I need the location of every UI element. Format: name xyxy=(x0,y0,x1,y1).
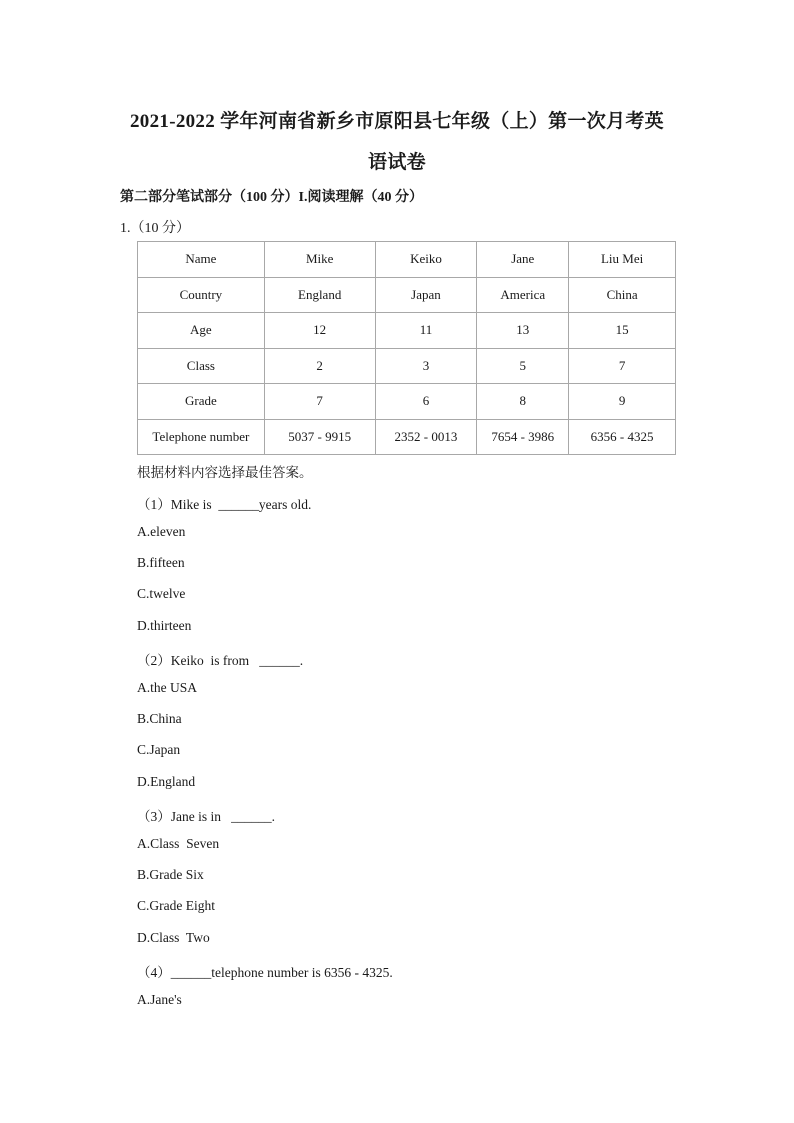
table-row xyxy=(138,419,676,455)
table-cell: 6 xyxy=(375,384,477,420)
table-cell: 7 xyxy=(569,348,676,384)
question-number: 1.（10 分） xyxy=(120,221,190,236)
instruction-text: 根据材料内容选择最佳答案。 xyxy=(137,465,313,480)
question-1-option-b: B.fifteen xyxy=(137,555,185,570)
question-4-stem: （4）______telephone number is 6356 - 4325. xyxy=(137,965,393,980)
table-row xyxy=(138,277,676,313)
table-cell: 6356 - 4325 xyxy=(569,419,676,455)
question-2-stem: （2）Keiko is from ______. xyxy=(137,653,304,668)
document-title-line-1: 2021-2022 学年河南省新乡市原阳县七年级（上）第一次月考英 xyxy=(130,111,664,132)
section-heading: 第二部分笔试部分（100 分）I.阅读理解（40 分） xyxy=(120,190,423,205)
table-cell: 11 xyxy=(375,313,477,349)
question-1-option-d: D.thirteen xyxy=(137,618,192,633)
student-info-table xyxy=(137,241,676,455)
question-3-option-c: C.Grade Eight xyxy=(137,898,215,913)
table-cell: 2352 - 0013 xyxy=(375,419,477,455)
question-3-option-d: D.Class Two xyxy=(137,930,210,945)
table-cell: Country xyxy=(138,277,265,313)
table-row xyxy=(138,242,676,278)
question-3-option-b: B.Grade Six xyxy=(137,867,204,882)
question-2-option-a: A.the USA xyxy=(137,680,197,695)
question-1-option-a: A.eleven xyxy=(137,524,186,539)
table-cell: Grade xyxy=(138,384,265,420)
table-cell: 5 xyxy=(477,348,569,384)
table-cell: China xyxy=(569,277,676,313)
table-cell: Jane xyxy=(477,242,569,278)
table-row xyxy=(138,348,676,384)
table-cell: 3 xyxy=(375,348,477,384)
table-cell: Japan xyxy=(375,277,477,313)
table-cell: 7 xyxy=(264,384,375,420)
table-cell: Telephone number xyxy=(138,419,265,455)
table-cell: Class xyxy=(138,348,265,384)
table-cell: 12 xyxy=(264,313,375,349)
table-cell: Liu Mei xyxy=(569,242,676,278)
question-4-option-a: A.Jane's xyxy=(137,992,182,1007)
table-cell: Mike xyxy=(264,242,375,278)
table-cell: Age xyxy=(138,313,265,349)
table-cell: Keiko xyxy=(375,242,477,278)
table-cell: America xyxy=(477,277,569,313)
question-2-option-c: C.Japan xyxy=(137,742,181,757)
table-cell: Name xyxy=(138,242,265,278)
table-row xyxy=(138,313,676,349)
table-cell: 7654 - 3986 xyxy=(477,419,569,455)
question-3-stem: （3）Jane is in ______. xyxy=(137,809,275,824)
table-cell: 15 xyxy=(569,313,676,349)
question-1-stem: （1）Mike is ______years old. xyxy=(137,497,312,512)
question-3-option-a: A.Class Seven xyxy=(137,836,220,851)
question-2-option-b: B.China xyxy=(137,711,182,726)
table-cell: 9 xyxy=(569,384,676,420)
table-cell: 8 xyxy=(477,384,569,420)
table-row xyxy=(138,384,676,420)
table-cell: 5037 - 9915 xyxy=(264,419,375,455)
question-1-option-c: C.twelve xyxy=(137,586,186,601)
table-cell: 2 xyxy=(264,348,375,384)
table-cell: England xyxy=(264,277,375,313)
document-title-line-2: 语试卷 xyxy=(368,152,426,173)
question-2-option-d: D.England xyxy=(137,774,196,789)
table-cell: 13 xyxy=(477,313,569,349)
